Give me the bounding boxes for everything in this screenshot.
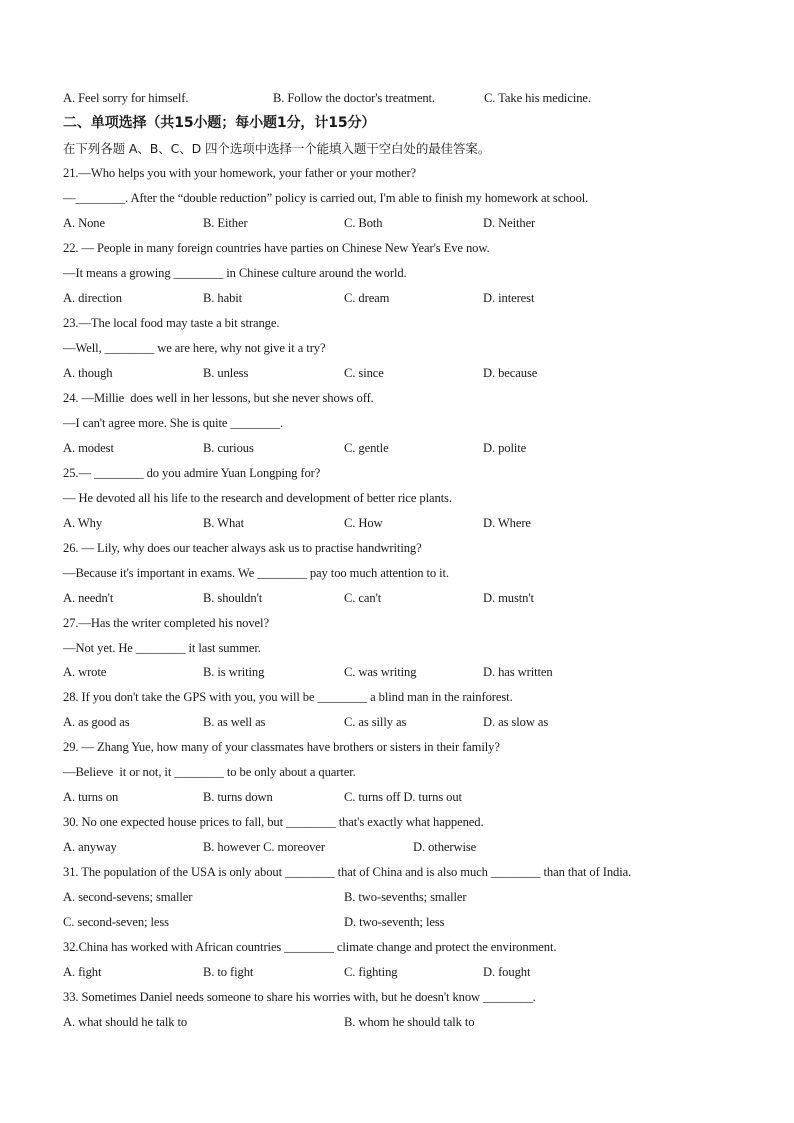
question-text: 25.— ________ do you admire Yuan Longping for? bbox=[63, 466, 321, 480]
question-text: 32.China has worked with African countries ________ climate change and protect the environment. bbox=[63, 940, 557, 954]
answer-option: C. as silly as bbox=[344, 715, 407, 729]
question-text: 30. No one expected house prices to fall, but ________ that's exactly what happened. bbox=[63, 815, 484, 829]
answer-option: D. because bbox=[483, 366, 538, 380]
question-text: — He devoted all his life to the research and development of better rice plants. bbox=[63, 491, 452, 505]
question-text: 22. — People in many foreign countries have parties on Chinese New Year's Eve now. bbox=[63, 241, 490, 255]
answer-option: C. gentle bbox=[344, 441, 389, 455]
answer-option: A. modest bbox=[63, 441, 114, 455]
answer-option: B. Follow the doctor's treatment. bbox=[273, 91, 435, 105]
question-text: —Well, ________ we are here, why not give it a try? bbox=[63, 341, 326, 355]
answer-options bbox=[63, 86, 743, 111]
answer-options bbox=[63, 910, 743, 935]
answer-option: D. polite bbox=[483, 441, 527, 455]
answer-option: D. otherwise bbox=[413, 840, 477, 854]
question-text: —Believe it or not, it ________ to be only about a quarter. bbox=[63, 765, 356, 779]
answer-option: A. direction bbox=[63, 291, 122, 305]
answer-options bbox=[63, 785, 743, 810]
answer-option: C. was writing bbox=[344, 665, 417, 679]
answer-option: A. Feel sorry for himself. bbox=[63, 91, 189, 105]
question-text: 23.—The local food may taste a bit strange. bbox=[63, 316, 280, 330]
question-text: 27.—Has the writer completed his novel? bbox=[63, 616, 269, 630]
answer-option: B. two-sevenths; smaller bbox=[344, 890, 467, 904]
answer-options bbox=[63, 1010, 743, 1035]
answer-option: A. as good as bbox=[63, 715, 130, 729]
answer-options bbox=[63, 361, 743, 386]
answer-option: A. what should he talk to bbox=[63, 1015, 188, 1029]
question-text: —It means a growing ________ in Chinese culture around the world. bbox=[63, 266, 407, 280]
answer-option: D. Neither bbox=[483, 216, 536, 230]
answer-option: B. unless bbox=[203, 366, 249, 380]
answer-options bbox=[63, 511, 743, 536]
question-text: 29. — Zhang Yue, how many of your classmates have brothers or sisters in their family? bbox=[63, 740, 500, 754]
question-text: —I can't agree more. She is quite ________. bbox=[63, 416, 284, 430]
answer-options bbox=[63, 586, 743, 611]
answer-option: B. shouldn't bbox=[203, 591, 263, 605]
answer-option: C. can't bbox=[344, 591, 382, 605]
answer-option: B. turns down bbox=[203, 790, 273, 804]
answer-option: B. What bbox=[203, 516, 245, 530]
answer-option: C. second-seven; less bbox=[63, 915, 169, 929]
answer-option: C. Take his medicine. bbox=[484, 91, 591, 105]
answer-option: A. though bbox=[63, 366, 113, 380]
answer-options bbox=[63, 960, 743, 985]
answer-option: A. wrote bbox=[63, 665, 107, 679]
answer-options bbox=[63, 436, 743, 461]
answer-option: A. None bbox=[63, 216, 105, 230]
answer-option: B. as well as bbox=[203, 715, 266, 729]
answer-option: B. whom he should talk to bbox=[344, 1015, 475, 1029]
answer-option: A. needn't bbox=[63, 591, 114, 605]
question-text: —Not yet. He ________ it last summer. bbox=[63, 641, 261, 655]
answer-option: B. habit bbox=[203, 291, 243, 305]
answer-option: D. interest bbox=[483, 291, 535, 305]
answer-option: C. dream bbox=[344, 291, 390, 305]
answer-option: B. however C. moreover bbox=[203, 840, 325, 854]
answer-option: D. mustn't bbox=[483, 591, 534, 605]
answer-option: A. turns on bbox=[63, 790, 119, 804]
answer-option: C. since bbox=[344, 366, 384, 380]
answer-option: B. curious bbox=[203, 441, 254, 455]
question-text: 24. —Millie does well in her lessons, but she never shows off. bbox=[63, 391, 374, 405]
answer-option: D. fought bbox=[483, 965, 531, 979]
answer-options bbox=[63, 211, 743, 236]
answer-option: A. Why bbox=[63, 516, 103, 530]
question-text: 31. The population of the USA is only about ________ that of China and is also much ________ than that of India. bbox=[63, 865, 632, 879]
section-heading: 二、单项选择（共15小题；每小题1分，计15分） bbox=[63, 115, 376, 131]
answer-option: D. two-seventh; less bbox=[344, 915, 445, 929]
question-text: —Because it's important in exams. We ________ pay too much attention to it. bbox=[63, 566, 449, 580]
answer-option: B. is writing bbox=[203, 665, 265, 679]
answer-options bbox=[63, 660, 743, 685]
question-text: 21.—Who helps you with your homework, your father or your mother? bbox=[63, 166, 417, 180]
answer-option: D. has written bbox=[483, 665, 553, 679]
answer-option: B. to fight bbox=[203, 965, 254, 979]
answer-option: A. fight bbox=[63, 965, 102, 979]
answer-option: D. Where bbox=[483, 516, 531, 530]
answer-options bbox=[63, 710, 743, 735]
answer-option: C. How bbox=[344, 516, 383, 530]
answer-option: C. turns off D. turns out bbox=[344, 790, 462, 804]
answer-options bbox=[63, 286, 743, 311]
answer-option: C. Both bbox=[344, 216, 383, 230]
answer-option: A. anyway bbox=[63, 840, 117, 854]
answer-option: C. fighting bbox=[344, 965, 398, 979]
question-text: —________. After the “double reduction” policy is carried out, I'm able to finish my homework at school. bbox=[63, 191, 589, 205]
question-text: 33. Sometimes Daniel needs someone to share his worries with, but he doesn't know ________. bbox=[63, 990, 536, 1004]
answer-option: B. Either bbox=[203, 216, 248, 230]
answer-option: D. as slow as bbox=[483, 715, 549, 729]
answer-options bbox=[63, 885, 743, 910]
section-instructions: 在下列各题 A、B、C、D 四个选项中选择一个能填入题干空白处的最佳答案。 bbox=[63, 141, 491, 156]
question-text: 26. — Lily, why does our teacher always ask us to practise handwriting? bbox=[63, 541, 422, 555]
answer-option: A. second-sevens; smaller bbox=[63, 890, 193, 904]
question-text: 28. If you don't take the GPS with you, you will be ________ a blind man in the rainforest. bbox=[63, 690, 513, 704]
answer-options bbox=[63, 835, 743, 860]
